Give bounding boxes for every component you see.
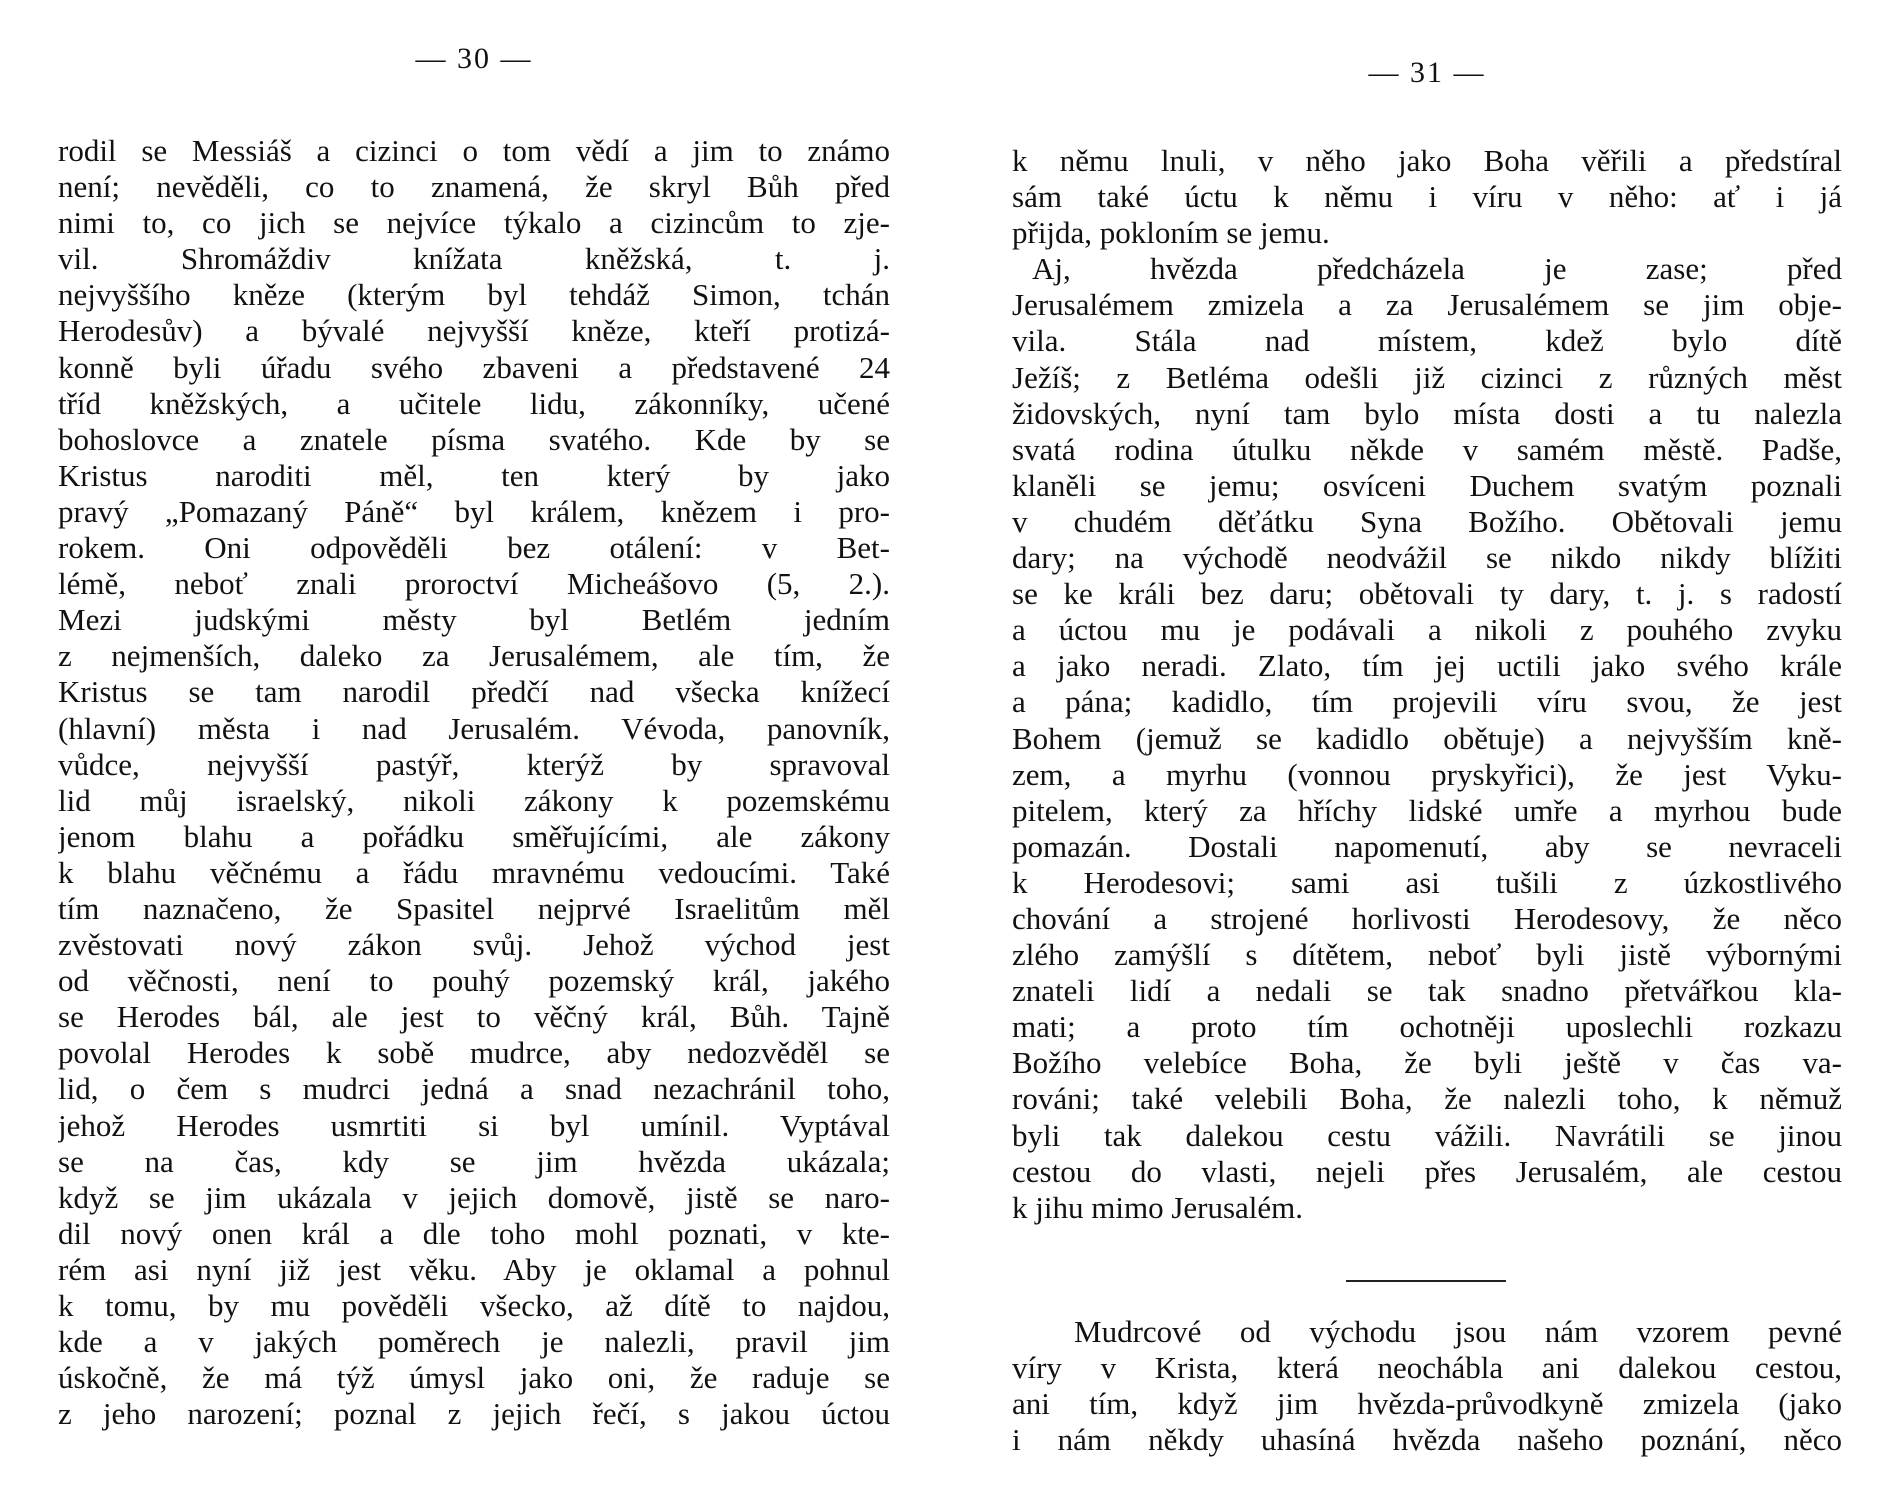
text-line: chování a strojené horlivosti Herodesovy, že něco	[1012, 900, 1842, 936]
text-line: pitelem, který za hříchy lidské umře a myrhou bude	[1012, 792, 1842, 828]
text-line: k Herodesovi; sami asi tušili z úzkostlivého	[1012, 864, 1842, 900]
text-line: dary; na východě neodvážil se nikdo nikdy blížiti	[1012, 540, 1842, 576]
text-line: zem, a myrhu (vonnou pryskyřici), že jest Vyku-	[1012, 756, 1842, 792]
text-line: vila. Stála nad místem, kdež bylo dítě	[1012, 323, 1842, 359]
text-line: lémě, neboť znali proroctví Micheášovo (5, 2.).	[58, 566, 890, 602]
text-line: Kristus se tam narodil předčí nad všecka knížecí	[58, 674, 890, 710]
text-line: konně byli úřadu svého zbaveni a představené 24	[58, 349, 890, 385]
text-line: jenom blahu a pořádku směřujícími, ale zákony	[58, 818, 890, 854]
text-line: Mezi judskými městy byl Betlém jedním	[58, 602, 890, 638]
text-line: kde a v jakých poměrech je nalezli, pravil jim	[58, 1324, 890, 1360]
text-line: Jerusalémem zmizela a za Jerusalémem se jim obje-	[1012, 287, 1842, 323]
text-line: rém asi nyní již jest věku. Aby je oklamal a pohnul	[58, 1251, 890, 1287]
text-line: k tomu, by mu pověděli všecko, až dítě to najdou,	[58, 1288, 890, 1323]
text-line: Mudrcové od východu jsou nám vzorem pevné	[1074, 1314, 1842, 1349]
text-line: klaněli se jemu; osvíceni Duchem svatým poznali	[1012, 467, 1842, 503]
text-line: nejvyššího kněze (kterým byl tehdáž Simon, tchán	[58, 277, 890, 313]
text-line: pomazán. Dostali napomenutí, aby se nevraceli	[1012, 828, 1842, 864]
text-line: se na čas, kdy se jim hvězda ukázala;	[58, 1143, 890, 1179]
text-line: lid, o čem s mudrci jedná a snad nezachránil toho,	[58, 1071, 890, 1107]
text-line: lid můj israelský, nikoli zákony k pozemskému	[58, 782, 890, 818]
text-line: rováni; také velebili Boha, že nalezli toho, k němuž	[1012, 1081, 1842, 1117]
left-page-text	[58, 133, 890, 1432]
text-line: nimi to, co jich se nejvíce týkalo a cizincům to zje-	[58, 205, 890, 241]
text-line: z jeho narození; poznal z jejich řečí, s jakou úctou	[58, 1396, 890, 1432]
text-line: Ježíš; z Betléma odešli již cizinci z různých měst	[1012, 359, 1842, 395]
text-line: Kristus naroditi měl, ten který by jako	[58, 457, 890, 493]
text-line: a jako neradi. Zlato, tím jej uctili jako svého krále	[1012, 648, 1842, 684]
text-line: v chudém děťátku Syna Božího. Obětovali jemu	[1012, 503, 1842, 539]
text-line: není; nevěděli, co to znamená, že skryl Bůh před	[58, 169, 890, 205]
text-line: bohoslovce a znatele písma svatého. Kde by se	[58, 421, 890, 457]
text-line: tříd kněžských, a učitele lidu, zákonníky, učené	[58, 385, 890, 421]
text-line: úskočně, že má týž úmysl jako oni, že raduje se	[58, 1360, 890, 1396]
text-line: tím naznačeno, že Spasitel nejprvé Israelitům měl	[58, 890, 890, 926]
text-line: vil. Shromáždiv knížata kněžská, t. j.	[58, 241, 890, 277]
text-line: rodil se Messiáš a cizinci o tom vědí a jim to známo	[58, 133, 890, 168]
text-line: když se jim ukázala v jejich domově, jistě se naro-	[58, 1179, 890, 1215]
text-line: Božího velebíce Boha, že byli ještě v čas va-	[1012, 1045, 1842, 1081]
page-number-left: — 30 —	[415, 42, 533, 75]
text-line: znateli lidí a nedali se tak snadno přetvářkou kla-	[1012, 973, 1842, 1009]
text-line: cestou do vlasti, nejeli přes Jerusalém, ale cestou	[1012, 1153, 1842, 1189]
text-line: k blahu věčnému a řádu mravnému vedoucími. Také	[58, 854, 890, 890]
text-line: mati; a proto tím ochotněji uposlechli rozkazu	[1012, 1009, 1842, 1045]
text-line: z nejmenších, daleko za Jerusalémem, ale tím, že	[58, 638, 890, 674]
text-line: od věčnosti, není to pouhý pozemský král, jakého	[58, 963, 890, 999]
section-divider	[1346, 1280, 1506, 1282]
text-line: Herodesův) a bývalé nejvyšší kněze, kteří protizá-	[58, 313, 890, 349]
text-line: i nám někdy uhasíná hvězda našeho poznání, něco	[1012, 1422, 1842, 1458]
text-line: povolal Herodes k sobě mudrce, aby nedozvěděl se	[58, 1035, 890, 1071]
text-line: víry v Krista, která neochábla ani dalekou cestou,	[1012, 1350, 1842, 1386]
text-line: vůdce, nejvyšší pastýř, kterýž by spravoval	[58, 746, 890, 782]
text-line: a úctou mu je podávali a nikoli z pouhého zvyku	[1012, 612, 1842, 648]
page-number-right: — 31 —	[1368, 56, 1486, 89]
text-line: zlého zamýšlí s dítětem, neboť byli jistě výbornými	[1012, 937, 1842, 973]
text-line: rokem. Oni odpověděli bez otálení: v Bet-	[58, 530, 890, 566]
text-line: pravý „Pomazaný Páně“ byl králem, knězem i pro-	[58, 493, 890, 529]
text-line: zvěstovati nový zákon svůj. Jehož východ jest	[58, 927, 890, 963]
text-line: k jihu mimo Jerusalém.	[1012, 1189, 1304, 1225]
right-page-text	[1012, 143, 1842, 1226]
text-line: a pána; kadidlo, tím projevili víru svou, že jest	[1012, 684, 1842, 720]
text-line: svatá rodina útulku někde v samém městě. Padše,	[1012, 431, 1842, 467]
text-line: Aj, hvězda předcházela je zase; před	[1032, 251, 1842, 287]
text-line: se Herodes bál, ale jest to věčný král, Bůh. Tajně	[58, 999, 890, 1035]
text-line: se ke králi bez daru; obětovali ty dary, t. j. s radostí	[1012, 576, 1842, 612]
text-line: sám také úctu k němu i víru v něho: ať i já	[1012, 179, 1842, 215]
closing-paragraph	[1012, 1314, 1842, 1458]
text-line: přijda, pokloním se jemu.	[1012, 215, 1330, 251]
text-line: židovských, nyní tam bylo místa dosti a tu nalezla	[1012, 395, 1842, 431]
text-line: ani tím, když jim hvězda-průvodkyně zmizela (jako	[1012, 1386, 1842, 1422]
text-line: Bohem (jemuž se kadidlo obětuje) a nejvyšším kně-	[1012, 720, 1842, 756]
text-line: k němu lnuli, v něho jako Boha věřili a předstíral	[1012, 143, 1842, 178]
text-line: (hlavní) města i nad Jerusalém. Vévoda, panovník,	[58, 710, 890, 746]
text-line: jehož Herodes usmrtiti si byl umínil. Vyptával	[58, 1107, 890, 1143]
text-line: dil nový onen král a dle toho mohl poznati, v kte-	[58, 1215, 890, 1251]
text-line: byli tak dalekou cestu vážili. Navrátili se jinou	[1012, 1117, 1842, 1153]
